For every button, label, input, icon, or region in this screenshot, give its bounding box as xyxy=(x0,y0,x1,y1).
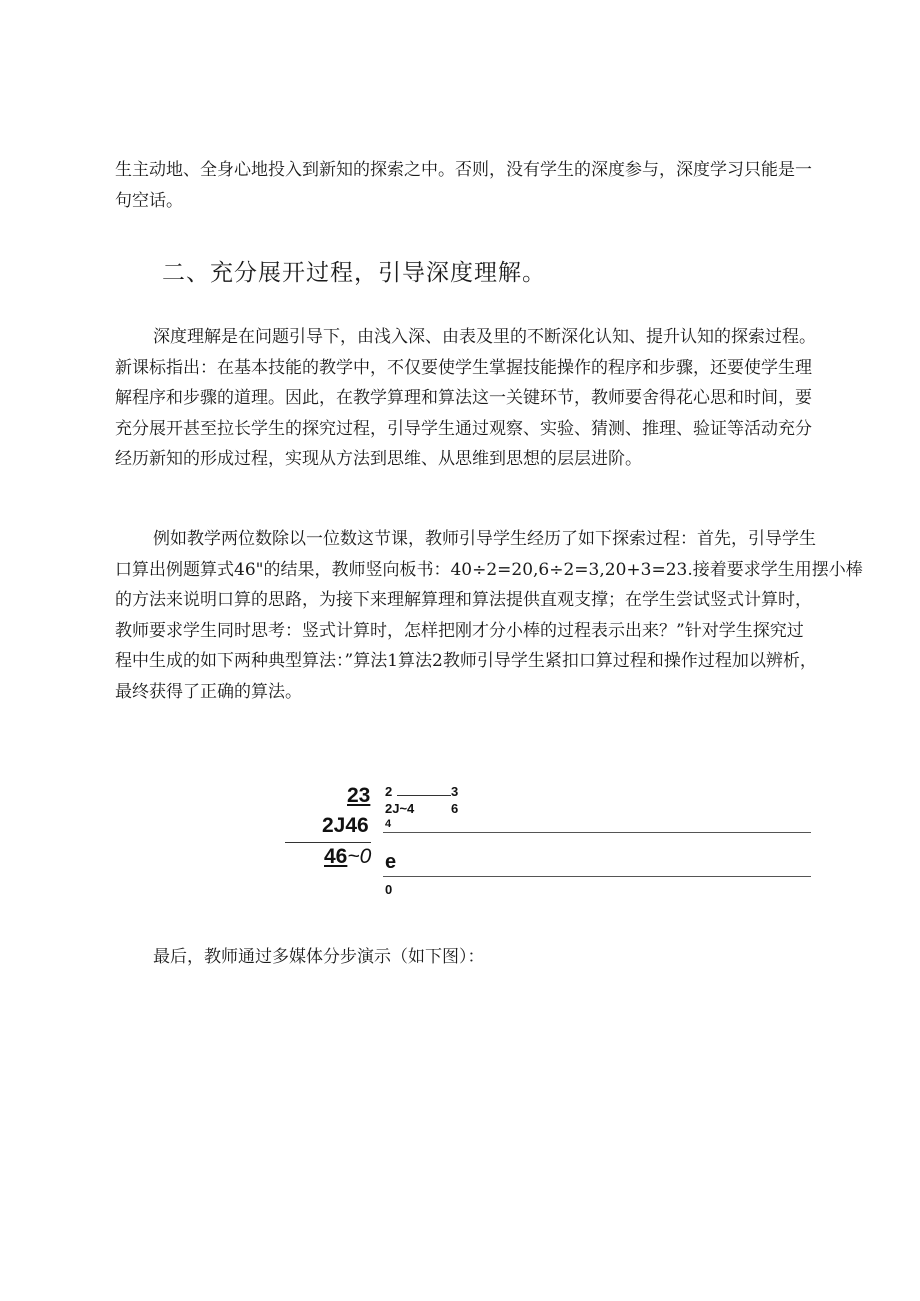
paragraph-line: 解程序和步骤的道理。因此，在教学算理和算法这一关键环节，教师要舍得花心思和时间，要 xyxy=(115,388,812,408)
section-heading: 二、充分展开过程，引导深度理解。 xyxy=(162,260,546,286)
left-remainder-tail: ~0 xyxy=(347,845,372,868)
left-quotient: 23 xyxy=(347,784,371,807)
paragraph-1 xyxy=(115,155,820,216)
right-fifth: 0 xyxy=(385,882,393,897)
paragraph-line: 深度理解是在问题引导下，由浅入深、由表及里的不断深化认知、提升认知的探索过程。 xyxy=(153,327,816,347)
right-top-left: 2 xyxy=(385,784,393,799)
paragraph-line: 最终获得了正确的算法。 xyxy=(115,681,302,702)
paragraph-line: 经历新知的形成过程，实现从方法到思维、从思维到思想的层层进阶。 xyxy=(115,449,642,469)
paragraph-line: 最后，教师通过多媒体分步演示（如下图）： xyxy=(153,947,485,967)
left-division-rule xyxy=(285,842,371,843)
paragraph-line: 口算出例题算式46"的结果，教师竖向板书：40÷2=20,6÷2=3,20+3=23.接着要求学生用摆小棒 xyxy=(115,559,863,580)
left-remainder-value: 46 xyxy=(324,845,348,868)
right-second-left: 2J~4 xyxy=(385,801,415,816)
right-third: 4 xyxy=(385,818,392,830)
right-bottom-rule xyxy=(383,876,811,877)
right-middle-rule xyxy=(383,832,811,833)
paragraph-line: 例如教学两位数除以一位数这节课，教师引导学生经历了如下探索过程：首先，引导学生 xyxy=(153,529,816,549)
left-dividend-line: 2J46 xyxy=(322,814,369,837)
paragraph-line: 的方法来说明口算的思路，为接下来理解算理和算法提供直观支撑；在学生尝试竖式计算时， xyxy=(115,590,812,610)
right-top-rule xyxy=(397,795,451,796)
paragraph-line: 生主动地、全身心地投入到新知的探索之中。否则，没有学生的深度参与，深度学习只能是一 xyxy=(115,160,812,180)
left-remainder-line xyxy=(324,845,371,869)
paragraph-2 xyxy=(115,322,820,475)
paragraph-line: 新课标指出：在基本技能的教学中，不仅要使学生掌握技能操作的程序和步骤，还要使学生理 xyxy=(115,357,812,378)
paragraph-line: 教师要求学生同时思考：竖式计算时，怎样把刚才分小棒的过程表示出来？”针对学生探究过 xyxy=(115,620,804,641)
right-second-right: 6 xyxy=(451,801,459,816)
paragraph-3 xyxy=(115,524,863,707)
right-top-right: 3 xyxy=(451,784,459,799)
paragraph-line: 充分展开甚至拉长学生的探究过程，引导学生通过观察、实验、猜测、推理、验证等活动充分 xyxy=(115,418,812,439)
paragraph-line: 句空话。 xyxy=(115,190,183,211)
right-fourth: e xyxy=(385,851,397,873)
paragraph-4 xyxy=(115,942,820,973)
paragraph-line: 程中生成的如下两种典型算法：”算法1算法2教师引导学生紧扣口算过程和操作过程加以辨析， xyxy=(115,651,817,671)
